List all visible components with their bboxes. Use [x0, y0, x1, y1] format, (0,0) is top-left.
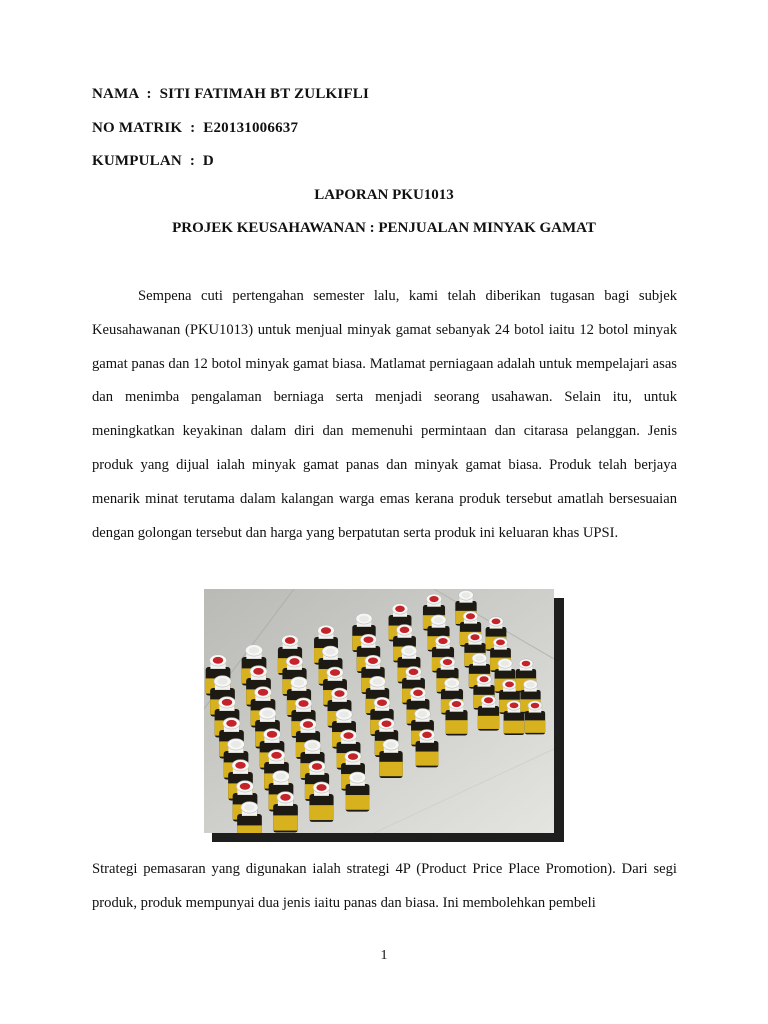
bottle — [478, 695, 499, 730]
bottle — [309, 782, 333, 822]
bottle — [379, 739, 402, 778]
student-name-line: NAMA : SITI FATIMAH BT ZULKIFLI — [92, 86, 370, 102]
matric-number-line: NO MATRIK : E20131006637 — [92, 120, 299, 136]
page-number: 1 — [380, 948, 388, 963]
bottle — [346, 772, 370, 812]
bottle — [416, 730, 439, 768]
product-photo — [204, 589, 554, 833]
bottle — [237, 802, 262, 833]
intro-paragraph: Sempena cuti pertengahan semester lalu, kami telah diberikan tugasan bagi subjek Keusahawanan (PKU1013) untuk menjual minyak gamat sebanyak 24 botol iaitu 12 botol minyak gamat panas dan 12 botol minyak gamat biasa. Matlamat perniagaan adalah untuk mempelajari asas dan menimba pengalaman berniaga serta menjadi seorang usahawan. Selain itu, untuk meningkatkan keyakinan dalam diri dan memenuhi permintaan dan citarasa pelanggan. Jenis produk yang dijual ialah minyak gamat panas dan minyak gamat biasa. Produk telah berjaya menarik minat terutama dalam kalangan warga emas kerana produk tersebut amatlah bersesuaian dengan golongan tersebut dan harga yang berpatutan serta produk ini keluaran khas UPSI. — [92, 288, 677, 541]
bottle — [525, 701, 545, 735]
bottle — [445, 699, 467, 736]
bottle — [273, 792, 298, 833]
group-line: KUMPULAN : D — [92, 153, 214, 169]
project-title: PROJEK KEUSAHAWANAN : PENJUALAN MINYAK GAMAT — [172, 220, 596, 236]
strategy-paragraph: Strategi pemasaran yang digunakan ialah strategi 4P (Product Price Place Promotion). Dari segi produk, produk mempunyai dua jenis iaitu panas dan biasa. Ini membolehkan pembeli — [92, 861, 677, 911]
report-title: LAPORAN PKU1013 — [314, 187, 454, 203]
